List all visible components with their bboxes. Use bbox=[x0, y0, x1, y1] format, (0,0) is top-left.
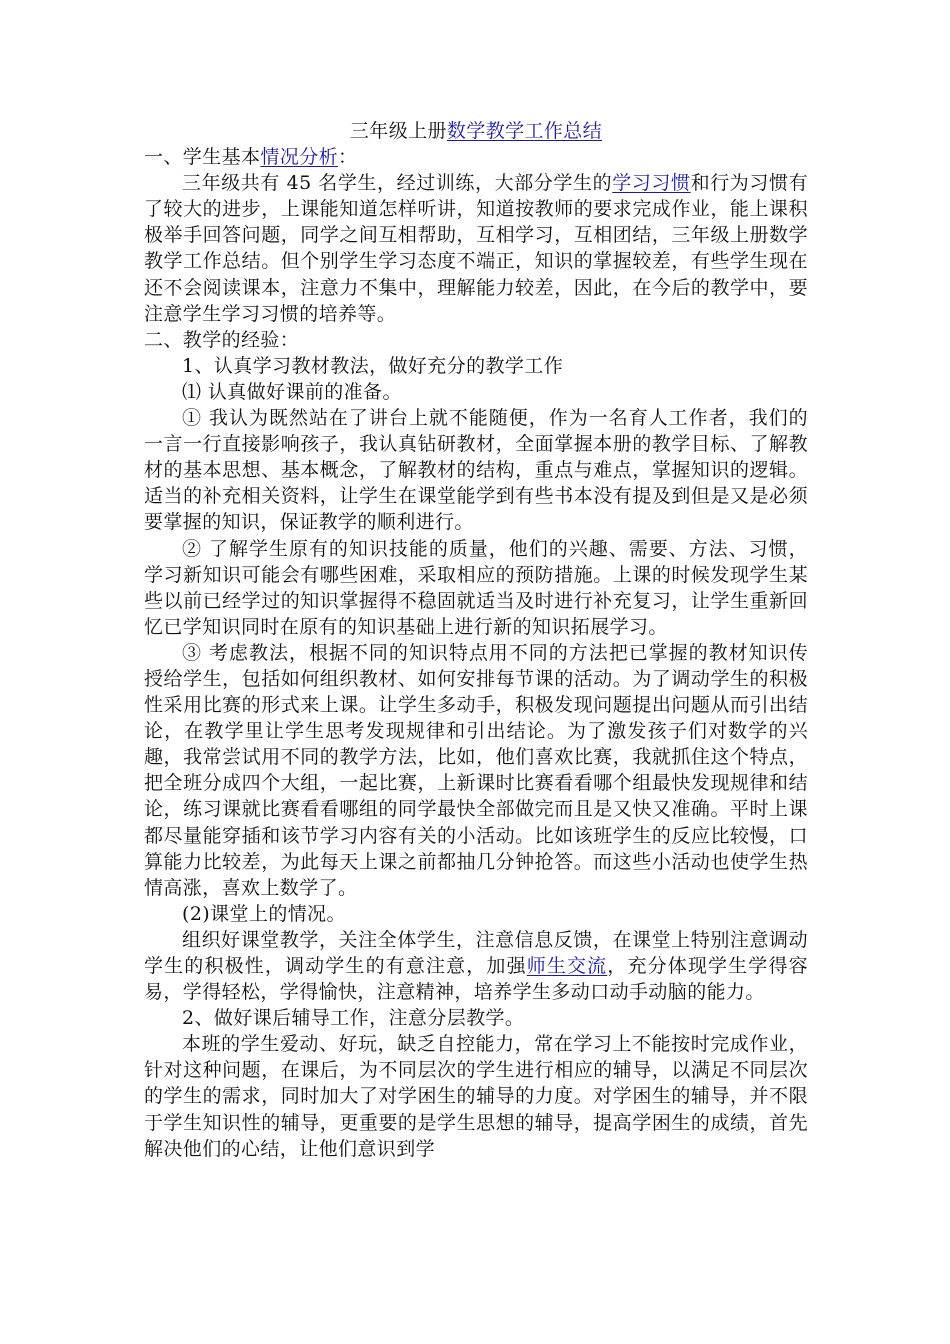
study-habits-link[interactable]: 学习习惯 bbox=[612, 172, 691, 195]
situation-analysis-link[interactable]: 情况分析 bbox=[260, 146, 339, 169]
subheading-1-2: (2)课堂上的情况。 bbox=[182, 902, 346, 925]
teacher-student-link[interactable]: 师生交流 bbox=[526, 955, 608, 977]
document-page bbox=[144, 118, 808, 1162]
paragraph-preparation-1: ① 我认为既然站在了讲台上就不能随便，作为一名育人工作者，我们的一言一行直接影响孩子，我认真钻研教材，全面掌握本册的教学目标、了解教材的基本思想、基本概念，了解教材的结构，重点与难点，掌握知识的逻辑。适当的补充相关资料，让学生在课堂能学到有些书本没有提及到但是又是必须要掌握的知识，保证教学的顺利进行。 bbox=[144, 407, 808, 534]
paragraph-text: 组织好课堂教学，关注全体学生，注意信息反馈，在课堂上特别注意调动学生的积极性，调动学生的有意注意，加强 bbox=[144, 928, 808, 977]
paragraph-text: 三年级共有 45 名学生，经过训练，大部分学生的 bbox=[182, 172, 613, 195]
paragraph-preparation-2: ② 了解学生原有的知识技能的质量，他们的兴趣、需要、方法、习惯，学习新知识可能会有哪些困难，采取相应的预防措施。上课的时候发现学生某些以前已经学过的知识掌握得不稳固就适当及时进行补充复习，让学生重新回忆已学知识同时在原有的知识基础上进行新的知识拓展学习。 bbox=[144, 537, 808, 638]
paragraph-classroom bbox=[144, 927, 808, 1005]
subheading-2: 2、做好课后辅导工作，注意分层教学。 bbox=[182, 1007, 525, 1030]
paragraph-text: 和行为习惯有了较大的进步，上课能知道怎样听讲，知道按教师的要求完成作业，能上课积极举手回答问题，同学之间互相帮助，互相学习，互相团结，三年级上册数学教学工作总结。但个别学生学习态度不端正，知识的掌握较差，有些学生现在还不会阅读课本，注意力不集中，理解能力较差，因此，在今后的教学中，要注意学生学习习惯的培养等。 bbox=[144, 172, 808, 325]
section-1-heading bbox=[144, 144, 808, 170]
subheading-1-1: ⑴ 认真做好课前的准备。 bbox=[182, 380, 402, 403]
paragraph-text: ，充分体现学生学得容易，学得轻松，学得愉快，注意精神，培养学生多动口动手动脑的能力。 bbox=[144, 955, 808, 1004]
paragraph-tutoring: 本班的学生爱动、好玩，缺乏自控能力，常在学习上不能按时完成作业，针对这种问题，在课后，为不同层次的学生进行相应的辅导，以满足不同层次的学生的需求，同时加大了对学困生的辅导的力度。对学困生的辅导，并不限于学生知识性的辅导，更重要的是学生思想的辅导，提高学困生的成绩，首先解决他们的心结，让他们意识到学 bbox=[144, 1033, 808, 1160]
document-title bbox=[144, 118, 808, 144]
title-link[interactable]: 数学教学工作总结 bbox=[446, 120, 603, 142]
section-1-heading-prefix: 一、学生基本 bbox=[144, 146, 261, 169]
subheading-1: 1、认真学习教材教法，做好充分的教学工作 bbox=[182, 354, 564, 377]
title-prefix: 三年级上册 bbox=[349, 120, 447, 142]
section-1-heading-suffix: ： bbox=[338, 146, 358, 169]
paragraph-student-situation bbox=[144, 170, 808, 327]
section-2-heading: 二、教学的经验： bbox=[144, 328, 300, 351]
paragraph-preparation-3: ③ 考虑教法，根据不同的知识特点用不同的方法把已掌握的教材知识传授给学生，包括如何组织教材、如何安排每节课的活动。为了调动学生的积极性采用比赛的形式来上课。让学生多动手，积极发现问题提出问题从而引出结论，在教学里让学生思考发现规律和引出结论。为了激发孩子们对数学的兴趣，我常尝试用不同的教学方法，比如，他们喜欢比赛，我就抓住这个特点，把全班分成四个大组，一起比赛，上新课时比赛看看哪个组最快发现规律和结论，练习课就比赛看看哪组的同学最快全部做完而且是又快又准确。平时上课都尽量能穿插和该节学习内容有关的小活动。比如该班学生的反应比较慢，口算能力比较差，为此每天上课之前都抽几分钟抢答。而这些小活动也使学生热情高涨，喜欢上数学了。 bbox=[144, 641, 808, 899]
